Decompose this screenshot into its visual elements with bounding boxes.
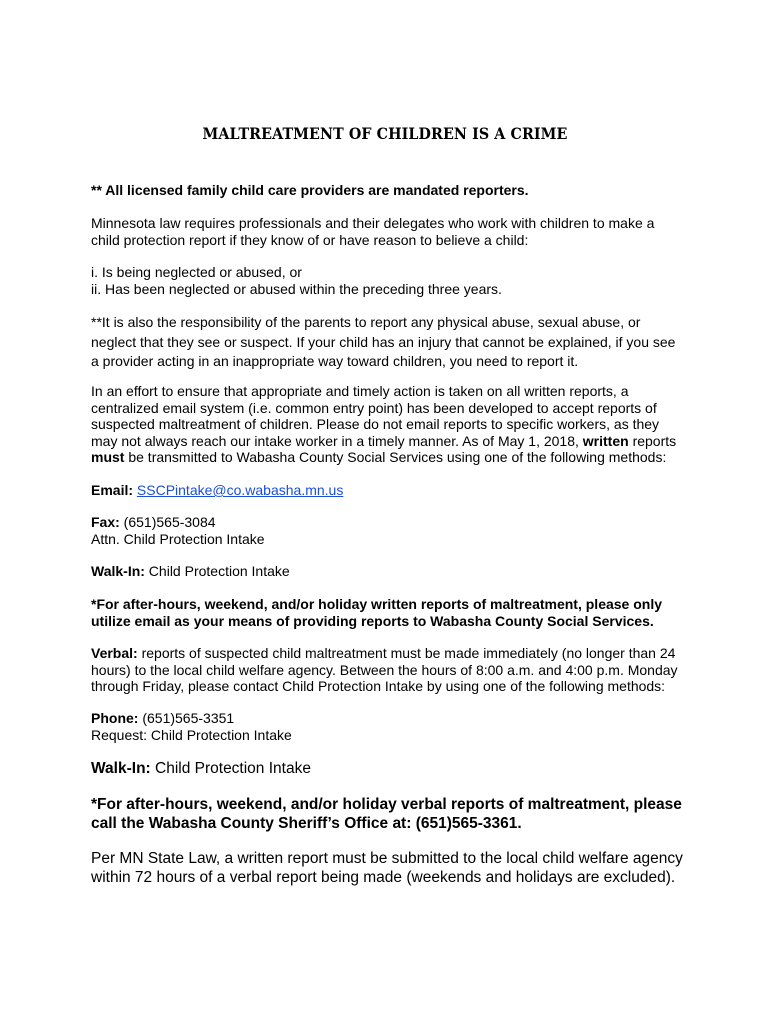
intro-line-2: child protection report if they know of or have reason to believe a child: [91,231,529,248]
written-emphasis: written [582,432,629,449]
parents-line-3: a provider acting in an inappropriate way toward children, you need to report it. [91,353,579,369]
verbal-label: Verbal: [91,645,138,661]
after-hours-written-line-2: utilize email as your means of providing reports to Wabasha County Social Services. [91,612,654,629]
phone-request: Request: Child Protection Intake [91,726,292,743]
after-hours-verbal-line-1: *For after-hours, weekend, and/or holiday verbal reports of maltreatment, please [91,796,682,813]
fax-method [91,514,691,547]
parents-line-2: neglect that they see or suspect. If your child has an injury that cannot be explained, if you see [91,333,676,350]
fax-attn: Attn. Child Protection Intake [91,530,265,547]
state-law-line-2: within 72 hours of a verbal report being made (weekends and holidays are excluded). [91,869,676,886]
walk-in-value: Child Protection Intake [144,563,290,579]
email-link[interactable]: SSCPintake@co.wabasha.mn.us [136,482,344,498]
email-method [91,482,691,499]
after-hours-verbal-note [91,795,691,833]
state-law-line-1: Per MN State Law, a written report must be submitted to the local child welfare agency [91,850,683,867]
verbal-line-2: hours) to the local child welfare agency. Between the hours of 8:00 a.m. and 4:00 p.m. Monday [91,661,678,678]
after-hours-written-note [91,596,691,629]
must-emphasis: must [91,449,125,465]
walk-in-verbal [91,759,691,778]
effort-line-5 [91,449,691,466]
parents-paragraph [91,313,691,372]
effort-line-4-end: reports [628,432,677,449]
state-law-paragraph [91,849,691,887]
effort-line-4-text: may not always reach our intake worker in a timely manner. As of May 1, 2018, [91,432,583,449]
effort-line-4 [91,433,691,450]
intro-paragraph [91,215,691,248]
mandated-text: ** All licensed family child care providers are mandated reporters. [91,182,529,198]
effort-paragraph [91,383,691,466]
mandated-reporters-note [91,182,691,199]
parents-line-1: **It is also the responsibility of the parents to report any physical abuse, sexual abuse, or [91,314,641,330]
criteria-list [91,264,691,297]
verbal-paragraph [91,645,691,695]
walk-in-value: Child Protection Intake [150,760,311,777]
effort-line-3: suspected maltreatment of children. Please do not email reports to specific workers, as they [91,416,660,432]
fax-label: Fax: [91,514,120,530]
effort-line-1: In an effort to ensure that appropriate and timely action is taken on all written reports, a [91,383,629,399]
after-hours-written-line-1: *For after-hours, weekend, and/or holiday written reports of maltreatment, please only [91,596,663,612]
page-title: MALTREATMENT OF CHILDREN IS A CRIME [202,124,568,143]
list-item: ii. Has been neglected or abused within the preceding three years. [91,280,502,297]
walk-in-label: Walk-In: [91,563,145,579]
list-item: i. Is being neglected or abused, or [91,264,302,280]
verbal-line-3: through Friday, please contact Child Protection Intake by using one of the following methods: [91,678,666,694]
walk-in-label: Walk-In: [91,760,151,777]
walk-in-written [91,563,691,580]
email-label: Email: [91,482,134,498]
fax-number: (651)565-3084 [119,514,216,530]
intro-line-1: Minnesota law requires professionals and their delegates who work with children to make a [91,215,655,231]
effort-line-2: centralized email system (i.e. common entry point) has been developed to accept reports of [91,399,657,416]
verbal-line-1: reports of suspected child maltreatment must be made immediately (no longer than 24 [137,645,676,661]
effort-line-5-text: be transmitted to Wabasha County Social Services using one of the following methods: [124,449,667,465]
phone-number: (651)565-3351 [138,710,235,726]
phone-label: Phone: [91,710,139,726]
phone-method [91,710,691,743]
after-hours-verbal-line-2: call the Wabasha County Sheriff’s Office at: (651)565-3361. [91,815,522,832]
